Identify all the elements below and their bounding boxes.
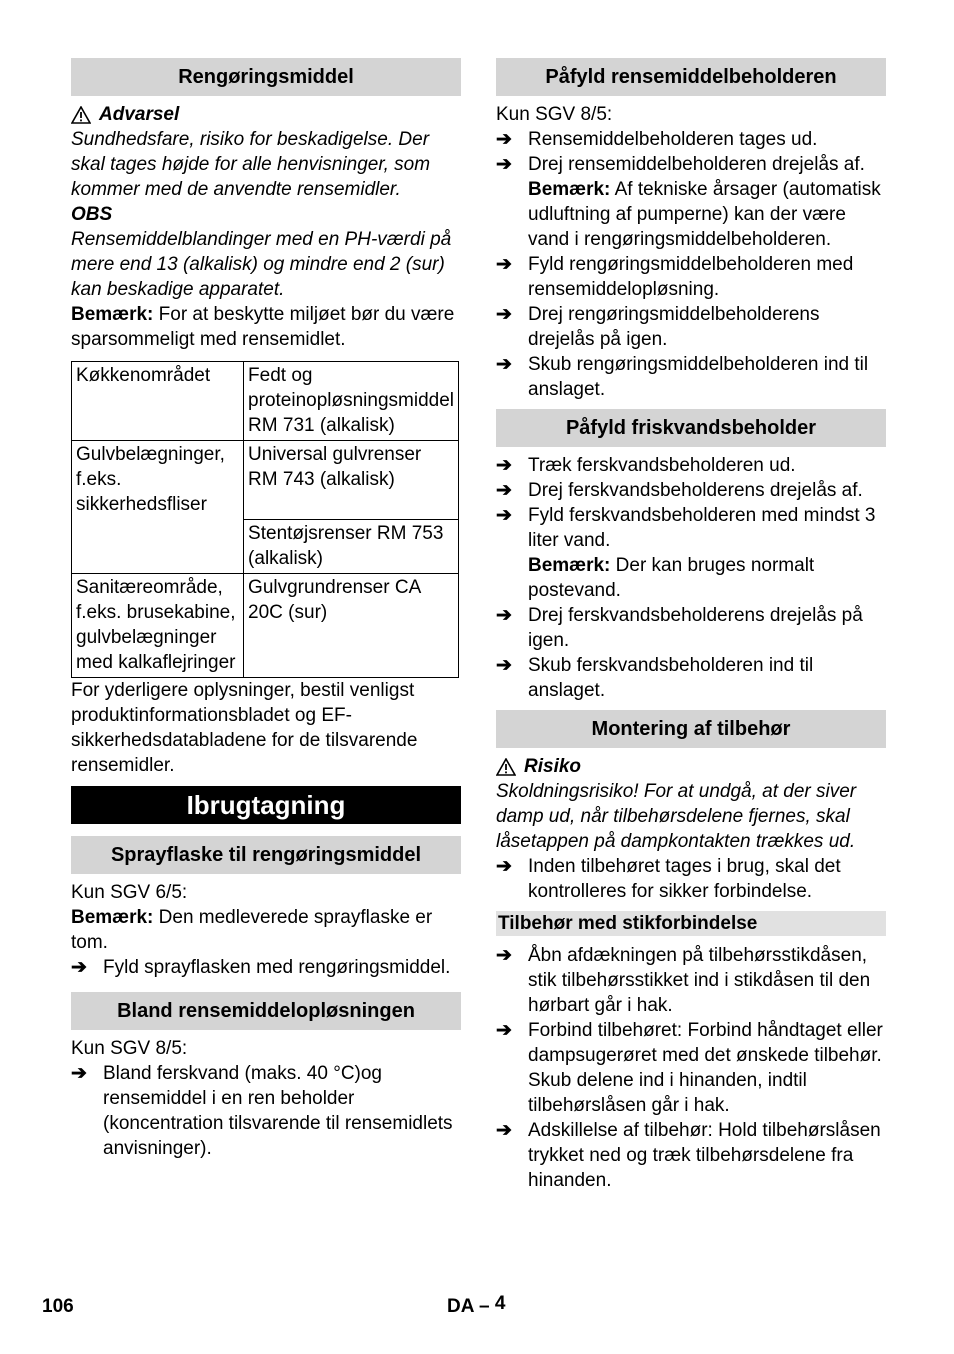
page-number: 106	[42, 1296, 74, 1317]
warning-header	[71, 102, 461, 127]
note-label: Bemærk:	[528, 555, 611, 576]
arrow-right-icon: ➔	[496, 254, 512, 275]
table-cell: Køkkenområdet	[72, 362, 244, 441]
note-paragraph	[496, 177, 886, 252]
warning-triangle-icon	[496, 758, 516, 776]
note-label: Bemærk:	[71, 907, 154, 928]
step-item	[71, 955, 461, 980]
risk-text: Skoldningsrisiko! For at undgå, at der siver damp ud, når tilbehørsdelene fjernes, skal låsetappen på dampkontakten trækkes ud.	[496, 781, 857, 852]
step-text: Inden tilbehøret tages i brug, skal det kontrolleres for sikker forbindelse.	[528, 856, 841, 902]
model-note: Kun SGV 6/5:	[71, 882, 188, 903]
arrow-right-icon: ➔	[496, 354, 512, 375]
step-text: Fyld rengøringsmiddelbeholderen med rensemiddelopløsning.	[528, 254, 854, 300]
section-heading-pafyld-friskvand: Påfyld friskvandsbeholder	[496, 409, 886, 447]
note-paragraph	[496, 553, 886, 603]
note-text: Af tekniske årsager (automatisk udluftning af pumperne) kan der være vand i rengøringsmiddelbeholderen.	[528, 179, 881, 250]
warning-label: Advarsel	[99, 104, 180, 125]
step-text: Åbn afdækningen på tilbehørsstikdåsen, stik tilbehørsstikket ind i stikdåsen til den hørbart går i hak.	[528, 945, 871, 1016]
section-heading-bland: Bland rensemiddelopløsningen	[71, 992, 461, 1030]
step-text: Adskillelse af tilbehør: Hold tilbehørslåsen trykket ned og træk tilbehørsdelene fra hinanden.	[528, 1120, 881, 1191]
step-item	[496, 603, 886, 653]
arrow-right-icon: ➔	[496, 304, 512, 325]
step-text: Fyld ferskvandsbeholderen med mindst 3 liter vand.	[528, 505, 876, 551]
step-item	[496, 152, 886, 177]
step-text: Skub ferskvandsbeholderen ind til anslaget.	[528, 655, 814, 701]
main-heading-ibrugtagning: Ibrugtagning	[71, 786, 461, 824]
step-text: Træk ferskvandsbeholderen ud.	[528, 455, 796, 476]
table-cell: Stentøjsrenser RM 753 (alkalisk)	[244, 520, 459, 574]
arrow-right-icon: ➔	[71, 957, 87, 978]
obs-label: OBS	[71, 204, 113, 225]
step-item	[496, 453, 886, 478]
step-text: Drej rengøringsmiddelbeholderens drejelås på igen.	[528, 304, 820, 350]
step-item	[496, 352, 886, 402]
note-text: Der kan bruges normalt postevand.	[528, 555, 815, 601]
step-item	[496, 503, 886, 553]
warning-triangle-icon	[71, 106, 91, 124]
step-text: Bland ferskvand (maks. 40 °C)og rensemiddel i en ren beholder (koncentration tilsvarende til rensemidlets anvisninger).	[103, 1063, 453, 1159]
step-item	[496, 1118, 886, 1193]
arrow-right-icon: ➔	[496, 1120, 512, 1141]
arrow-right-icon: ➔	[496, 856, 512, 877]
note-paragraph	[71, 905, 461, 955]
arrow-right-icon: ➔	[496, 605, 512, 626]
step-item	[496, 302, 886, 352]
section-heading-sprayflaske: Sprayflaske til rengøringsmiddel	[71, 836, 461, 874]
footer-dash: –	[479, 1296, 490, 1317]
step-item	[496, 127, 886, 152]
arrow-right-icon: ➔	[496, 129, 512, 150]
model-note: Kun SGV 8/5:	[71, 1038, 188, 1059]
arrow-right-icon: ➔	[496, 505, 512, 526]
section-number: 4	[494, 1293, 506, 1314]
note-text: Den medleverede sprayflaske er tom.	[71, 907, 433, 953]
risk-header	[496, 754, 886, 779]
obs-text: Rensemiddelblandinger med en PH-værdi på mere end 13 (alkalisk) og mindre end 2 (sur) kan beskadige apparatet.	[71, 229, 452, 300]
arrow-right-icon: ➔	[496, 945, 512, 966]
step-item	[496, 478, 886, 503]
step-text: Drej rensemiddelbeholderen drejelås af.	[528, 154, 865, 175]
note-label: Bemærk:	[528, 179, 611, 200]
model-note: Kun SGV 8/5:	[496, 104, 613, 125]
step-item	[496, 943, 886, 1018]
step-text: Drej ferskvandsbeholderens drejelås af.	[528, 480, 863, 501]
info-paragraph: For yderligere oplysninger, bestil venligst produktinformationsbladet og EF-sikkerhedsdatabladene for de tilsvarende rensemidler.	[71, 680, 418, 776]
table-cell: Gulvbelægninger, f.eks. sikkerhedsfliser	[72, 441, 244, 574]
section-heading-rengoringsmiddel: Rengøringsmiddel	[71, 58, 461, 96]
language-label: DA	[447, 1296, 474, 1317]
warning-text: Sundhedsfare, risiko for beskadigelse. Der skal tages højde for alle henvisninger, som kommer med de anvendte rensemidler.	[71, 129, 431, 200]
note-paragraph	[71, 302, 461, 352]
table-cell: Universal gulvrenser RM 743 (alkalisk)	[244, 441, 459, 520]
table-row	[72, 441, 459, 520]
risk-label: Risiko	[524, 756, 582, 777]
step-item	[71, 1061, 461, 1161]
step-text: Rensemiddelbeholderen tages ud.	[528, 129, 818, 150]
step-text: Skub rengøringsmiddelbeholderen ind til anslaget.	[528, 354, 869, 400]
step-item	[496, 854, 886, 904]
section-heading-pafyld-rensemiddel: Påfyld rensemiddelbeholderen	[496, 58, 886, 96]
table-cell: Gulvgrundrenser CA 20C (sur)	[244, 574, 459, 678]
note-label: Bemærk:	[71, 304, 154, 325]
arrow-right-icon: ➔	[496, 455, 512, 476]
table-cell: Sanitæreområde, f.eks. brusekabine, gulvbelægninger med kalkaflejringer	[72, 574, 244, 678]
step-text: Drej ferskvandsbeholderens drejelås på igen.	[528, 605, 863, 651]
arrow-right-icon: ➔	[496, 154, 512, 175]
table-row	[72, 574, 459, 678]
cleaning-agent-table	[71, 361, 459, 678]
arrow-right-icon: ➔	[496, 480, 512, 501]
arrow-right-icon: ➔	[496, 1020, 512, 1041]
arrow-right-icon: ➔	[71, 1063, 87, 1084]
table-cell: Fedt og proteinopløsningsmiddel RM 731 (alkalisk)	[244, 362, 459, 441]
step-item	[496, 1018, 886, 1118]
table-row	[72, 362, 459, 441]
step-item	[496, 252, 886, 302]
subsection-heading-stikforbindelse: Tilbehør med stikforbindelse	[496, 911, 886, 936]
section-heading-montering: Montering af tilbehør	[496, 710, 886, 748]
right-column	[496, 58, 886, 1193]
arrow-right-icon: ➔	[496, 655, 512, 676]
note-text: For at beskytte miljøet bør du være sparsommeligt med rensemidlet.	[71, 304, 455, 350]
step-text: Forbind tilbehøret: Forbind håndtaget eller dampsugerøret med det ønskede tilbehør. Skub delene ind i hinanden, indtil tilbehørslåsen går i hak.	[528, 1020, 883, 1116]
left-column	[71, 58, 461, 1161]
page-section-label	[447, 1293, 506, 1318]
step-item	[496, 653, 886, 703]
step-text: Fyld sprayflasken med rengøringsmiddel.	[103, 957, 451, 978]
